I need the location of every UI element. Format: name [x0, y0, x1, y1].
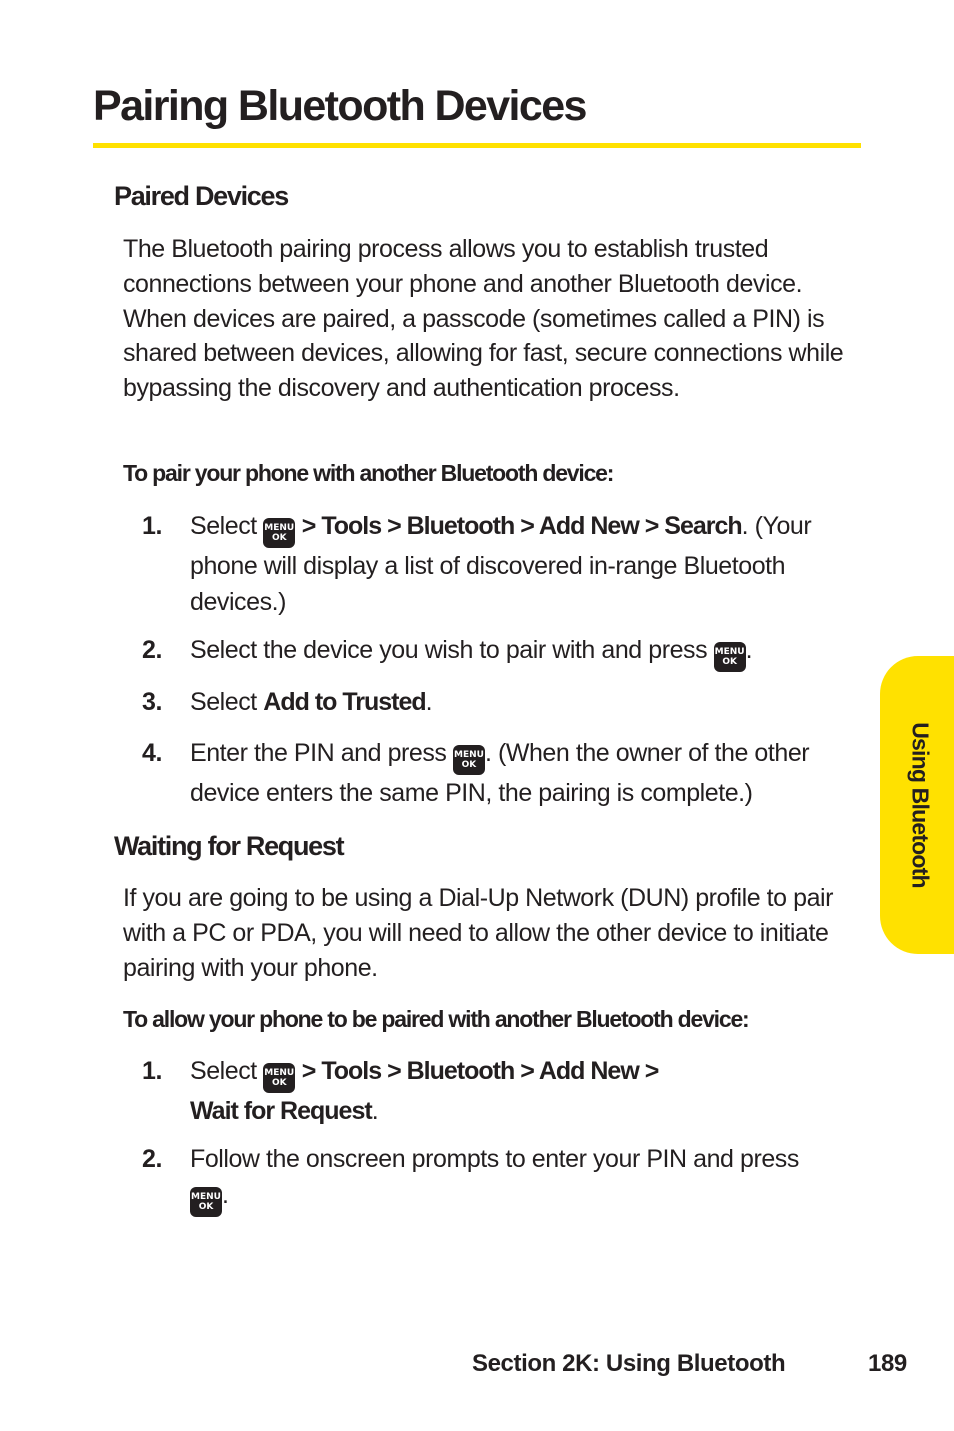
pair-step-4	[142, 735, 862, 811]
menu-option: Add to Trusted	[263, 688, 426, 716]
wait-step-1	[142, 1053, 862, 1129]
pair-step-1	[142, 508, 822, 620]
wait-step-2	[142, 1141, 802, 1217]
pair-step-2	[142, 632, 862, 672]
menu-ok-key-icon: MENU OK	[263, 518, 295, 548]
menu-path: > Tools > Bluetooth > Add New > Search	[301, 512, 742, 540]
step-text: Select the device you wish to pair with and press	[190, 636, 714, 664]
step-number: 1.	[142, 512, 162, 540]
menu-path-end: Wait for Request	[190, 1097, 372, 1125]
page-title: Pairing Bluetooth Devices	[93, 82, 586, 130]
allow-pairing-lead: To allow your phone to be paired with another Bluetooth device:	[123, 1006, 749, 1032]
menu-ok-key-icon: MENU OK	[190, 1187, 222, 1217]
heading-waiting-for-request: Waiting for Request	[114, 831, 344, 861]
paired-devices-intro: The Bluetooth pairing process allows you to establish trusted connections between your phone and another Bluetooth device. When devices are paired, a passcode (sometimes called a PIN) is shared between devices, allowing for fast, secure connections while bypassing the discovery and authentication process.	[123, 235, 844, 403]
step-number: 4.	[142, 739, 162, 767]
title-underline	[93, 143, 861, 148]
step-text: Select	[190, 1057, 264, 1085]
section-side-tab	[880, 656, 954, 954]
footer-section-title: Section 2K: Using Bluetooth	[472, 1350, 786, 1377]
step-number: 2.	[142, 636, 162, 664]
heading-paired-devices: Paired Devices	[114, 181, 288, 211]
page-number: 189	[868, 1350, 907, 1377]
pair-step-3	[142, 684, 862, 720]
step-text-end: .	[425, 688, 433, 716]
step-text: Enter the PIN and press	[190, 739, 453, 767]
step-text-end: . (Your phone will display a list of discovered in-range Bluetooth devices.)	[190, 512, 812, 616]
step-number: 1.	[142, 1057, 162, 1085]
menu-ok-key-icon: MENU OK	[714, 642, 746, 672]
side-tab-label: Using Bluetooth	[907, 722, 934, 888]
step-text: Select	[190, 512, 264, 540]
pair-instructions-lead: To pair your phone with another Bluetooth device:	[123, 460, 614, 486]
step-number: 2.	[142, 1145, 162, 1173]
waiting-for-request-intro: If you are going to be using a Dial-Up Network (DUN) profile to pair with a PC or PDA, you will need to allow the other device to initiate pairing with your phone.	[123, 884, 834, 982]
menu-ok-key-icon: MENU OK	[453, 745, 485, 775]
menu-path: > Tools > Bluetooth > Add New >	[301, 1057, 659, 1085]
step-text: Follow the onscreen prompts to enter your PIN and press	[190, 1145, 799, 1173]
step-text-end: .	[222, 1181, 229, 1209]
step-text-end: .	[371, 1097, 379, 1125]
step-text-end: .	[745, 636, 753, 664]
step-number: 3.	[142, 688, 162, 716]
menu-ok-key-icon: MENU OK	[263, 1063, 295, 1093]
step-text-end: . (When the owner of the other device enters the same PIN, the pairing is complete.)	[190, 739, 810, 807]
step-text: Select	[190, 688, 264, 716]
